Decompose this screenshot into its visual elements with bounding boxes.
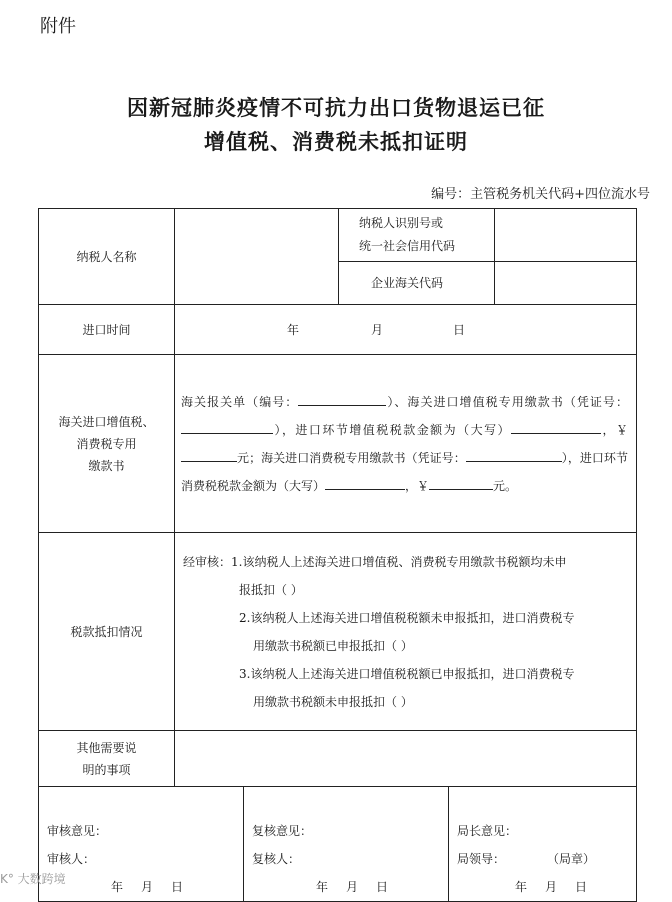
voucher-text-d: ，￥ [601, 422, 628, 437]
other-matters-line2: 明的事项 [82, 762, 131, 777]
audit-item3-line2[interactable]: 用缴款书税额未申报抵扣（ ） [253, 694, 413, 709]
certificate-form [38, 208, 637, 787]
audit-item1-line1: 1.该纳税人上述海关进口增值税、消费税专用缴款书税额均未申 [231, 554, 567, 569]
voucher-label-line2: 消费税专用 [76, 436, 137, 451]
audit-intro: 经审核： [183, 554, 232, 569]
voucher-text-h: 元。 [493, 478, 518, 493]
director-section[interactable] [449, 787, 637, 902]
audit-item3-line1: 3.该纳税人上述海关进口增值税税额已申报抵扣，进口消费税专 [239, 666, 575, 681]
taxpayer-id-label-line1: 纳税人识别号或 [359, 216, 444, 230]
vat-amount-blank[interactable] [181, 447, 237, 462]
review-year: 年 [111, 880, 124, 894]
recheck-day: 日 [376, 880, 389, 894]
import-time-field[interactable] [175, 305, 637, 355]
other-matters-line1: 其他需要说 [76, 740, 137, 755]
reviewer-label: 审核人： [47, 852, 96, 866]
consumption-amount-words-blank[interactable] [325, 475, 405, 490]
recheck-year: 年 [316, 880, 329, 894]
import-year-label: 年 [287, 323, 300, 337]
voucher-text-e: 元；海关进口消费税专用缴款书（凭证号： [237, 450, 466, 465]
recheck-month: 月 [346, 880, 359, 894]
attachment-label: 附件 [40, 16, 76, 37]
voucher-label-line1: 海关进口增值税、 [58, 414, 155, 429]
taxpayer-name-field[interactable] [175, 209, 339, 305]
taxpayer-id-field[interactable] [495, 209, 637, 262]
review-section[interactable] [39, 787, 244, 902]
audit-item1-line2[interactable]: 报抵扣（ ） [239, 582, 303, 597]
director-year: 年 [515, 880, 528, 894]
vat-voucher-number-blank[interactable] [181, 419, 273, 434]
taxpayer-id-label [339, 209, 495, 262]
voucher-label-line3: 缴款书 [88, 458, 125, 473]
director-day: 日 [575, 880, 588, 894]
recheck-opinion-label: 复核意见： [252, 824, 313, 838]
taxpayer-id-label-line2: 统一社会信用代码 [359, 239, 456, 253]
recheck-section[interactable] [244, 787, 449, 902]
serial-number-label: 编号：主管税务机关代码+四位流水号 [431, 187, 650, 202]
audit-item2-line2[interactable]: 用缴款书税额已申报抵扣（ ） [253, 638, 413, 653]
voucher-label [39, 355, 175, 533]
deduction-details [175, 533, 637, 731]
vat-amount-words-blank[interactable] [511, 419, 601, 434]
import-day-label: 日 [453, 323, 466, 337]
director-month: 月 [545, 880, 558, 894]
declaration-number-blank[interactable] [298, 391, 386, 406]
signature-table [38, 786, 637, 902]
other-matters-label [39, 731, 175, 787]
review-opinion-label: 审核意见： [47, 824, 108, 838]
import-time-label: 进口时间 [39, 305, 175, 355]
review-month: 月 [141, 880, 154, 894]
customs-code-label: 企业海关代码 [339, 262, 495, 305]
director-label: 局领导： [457, 852, 506, 866]
audit-item2-line1: 2.该纳税人上述海关进口增值税税额未申报抵扣，进口消费税专 [239, 610, 575, 625]
deduction-label: 税款抵扣情况 [39, 533, 175, 731]
watermark-text: K° 大数跨境 [0, 872, 66, 886]
review-day: 日 [171, 880, 184, 894]
voucher-text-b: ）、海关进口增值税专用缴款书（凭证号： [386, 394, 628, 409]
import-month-label: 月 [371, 323, 384, 337]
document-title-line2: 增值税、消费税未抵扣证明 [204, 130, 468, 154]
seal-label: （局章） [547, 852, 596, 866]
taxpayer-name-label: 纳税人名称 [39, 209, 175, 305]
consumption-voucher-number-blank[interactable] [466, 447, 562, 462]
customs-code-field[interactable] [495, 262, 637, 305]
rechecker-label: 复核人： [252, 852, 301, 866]
voucher-text-c: ），进口环节增值税税款金额为（大写） [273, 422, 512, 437]
consumption-amount-blank[interactable] [429, 475, 493, 490]
voucher-text-g: ，￥ [405, 478, 430, 493]
director-opinion-label: 局长意见： [457, 824, 518, 838]
voucher-text-f: ），进口环节消费税税款金额为（大写） [181, 450, 628, 493]
document-title-line1: 因新冠肺炎疫情不可抗力出口货物退运已征 [127, 96, 545, 120]
voucher-text-a: 海关报关单（编号： [181, 394, 299, 409]
other-matters-field[interactable] [175, 731, 637, 787]
voucher-details [175, 355, 637, 533]
